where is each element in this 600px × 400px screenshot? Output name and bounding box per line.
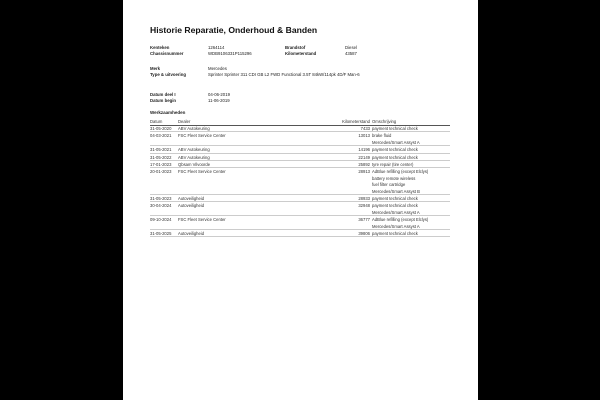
merk-label: Merk	[150, 66, 161, 71]
row-omschrijving	[372, 231, 418, 237]
table-row	[150, 161, 450, 168]
row-date: 17-01-2023	[150, 161, 172, 167]
row-dealer: FSC Fleet Service Center	[178, 133, 226, 139]
row-kilometerstand: 28933	[358, 195, 370, 201]
row-dealer: ABV Autokeuring	[178, 154, 210, 160]
brandstof-value: Diesel	[345, 45, 357, 50]
omschrijving-line: payment technical check	[372, 154, 418, 160]
omschrijving-line: battery remote wireless	[372, 175, 416, 181]
row-omschrijving	[372, 133, 420, 146]
type-label: Type & uitvoering	[150, 72, 186, 77]
row-kilometerstand: 13013	[358, 133, 370, 139]
row-dealer: ABV Autokeuring	[178, 126, 210, 131]
omschrijving-line: payment technical check	[372, 126, 418, 131]
row-dealer: FSC Fleet Service Center	[178, 217, 226, 223]
table-row	[150, 216, 450, 230]
kenteken-label: Kenteken	[150, 45, 170, 50]
row-kilometerstand: 28913	[358, 169, 370, 175]
row-dealer: Autoveiligheid	[178, 203, 205, 209]
datum-begin-value: 11-06-2019	[208, 98, 230, 103]
omschrijving-line: Mercedes/Smart Assyst A	[372, 223, 420, 229]
kilometerstand-value: 43587	[345, 51, 357, 56]
omschrijving-line: Mercedes/Smart Assyst B	[372, 188, 420, 194]
table-row	[150, 146, 450, 153]
datum-deel1-value: 04-06-2019	[208, 92, 230, 97]
document-page	[123, 0, 478, 400]
omschrijving-line: payment technical check	[372, 147, 418, 153]
table-body	[150, 125, 450, 237]
type-value: Sprinter Sprinter 311 CDI GB L2 FWD Functional 3.5T 84kW/114pk 4D/F Man-6	[208, 72, 360, 77]
kenteken-value: 1264114	[208, 45, 225, 50]
omschrijving-line: brake fluid	[372, 133, 392, 139]
table-row	[150, 132, 450, 146]
omschrijving-line: AdBlue refilling (except Elclys)	[372, 217, 429, 223]
row-date: 31-05-2020	[150, 126, 172, 131]
document-title: Historie Reparatie, Onderhoud & Banden	[150, 25, 318, 35]
row-kilometerstand: 36777	[358, 217, 370, 223]
omschrijving-line: AdBlue refilling (except Elclys)	[372, 169, 429, 175]
omschrijving-line: fuel filter cartridge	[372, 182, 406, 188]
table-row	[150, 230, 450, 237]
omschrijving-line: Mercedes/Smart Assyst A	[372, 139, 420, 145]
row-omschrijving	[372, 169, 428, 195]
table-row	[150, 168, 450, 195]
row-dealer: FSC Fleet Service Center	[178, 169, 226, 175]
row-dealer: Qbsam Vilvoorde	[178, 161, 211, 167]
omschrijving-line: payment technical check	[372, 230, 418, 236]
column-header-datum: Datum	[150, 119, 163, 124]
row-date: 04-03-2021	[150, 133, 172, 139]
row-omschrijving	[372, 203, 420, 216]
werkzaamheden-title: Werkzaamheden	[150, 110, 186, 115]
brandstof-label: Brandstof	[285, 45, 306, 50]
row-kilometerstand: 22149	[358, 154, 370, 160]
row-dealer: Autoveiligheid	[178, 230, 205, 236]
column-header-dealer: Dealer	[178, 119, 191, 124]
chassisnummer-label: Chassisnummer	[150, 51, 184, 56]
row-date: 09-10-2024	[150, 217, 172, 223]
row-date: 31-05-2022	[150, 154, 172, 160]
row-kilometerstand: 7433	[360, 126, 370, 131]
kilometerstand-label: Kilometerstand	[285, 51, 317, 56]
merk-value: Mercedes	[208, 66, 227, 71]
row-dealer: Autoveiligheid	[178, 195, 205, 201]
row-kilometerstand: 25892	[358, 161, 370, 167]
omschrijving-line: Mercedes/Smart Assyst A	[372, 209, 420, 215]
row-date: 31-05-2021	[150, 147, 172, 153]
row-date: 30-04-2024	[150, 203, 172, 209]
datum-deel1-label: Datum deel I	[150, 92, 176, 97]
table-row	[150, 195, 450, 202]
column-header-omschrijving: Omschrijving	[372, 119, 397, 124]
column-header-kilometerstand: Kilometerstand	[342, 119, 370, 124]
row-dealer: ABV Autokeuring	[178, 147, 210, 153]
table-row	[150, 202, 450, 216]
row-kilometerstand: 14196	[358, 147, 370, 153]
row-kilometerstand: 32948	[358, 203, 370, 209]
datum-begin-label: Datum begin	[150, 98, 177, 103]
omschrijving-line: payment technical check	[372, 195, 418, 201]
omschrijving-line: payment technical check	[372, 203, 418, 209]
table-row	[150, 154, 450, 161]
row-kilometerstand: 39806	[358, 230, 370, 236]
row-date: 31-05-2023	[150, 195, 172, 201]
row-omschrijving	[372, 217, 428, 230]
table-row	[150, 125, 450, 132]
chassisnummer-value: WDB9106331P115296	[208, 51, 252, 56]
row-date: 20-01-2023	[150, 169, 172, 175]
row-date: 31-05-2025	[150, 230, 172, 236]
omschrijving-line: tyre repair (tire center)	[372, 161, 414, 167]
